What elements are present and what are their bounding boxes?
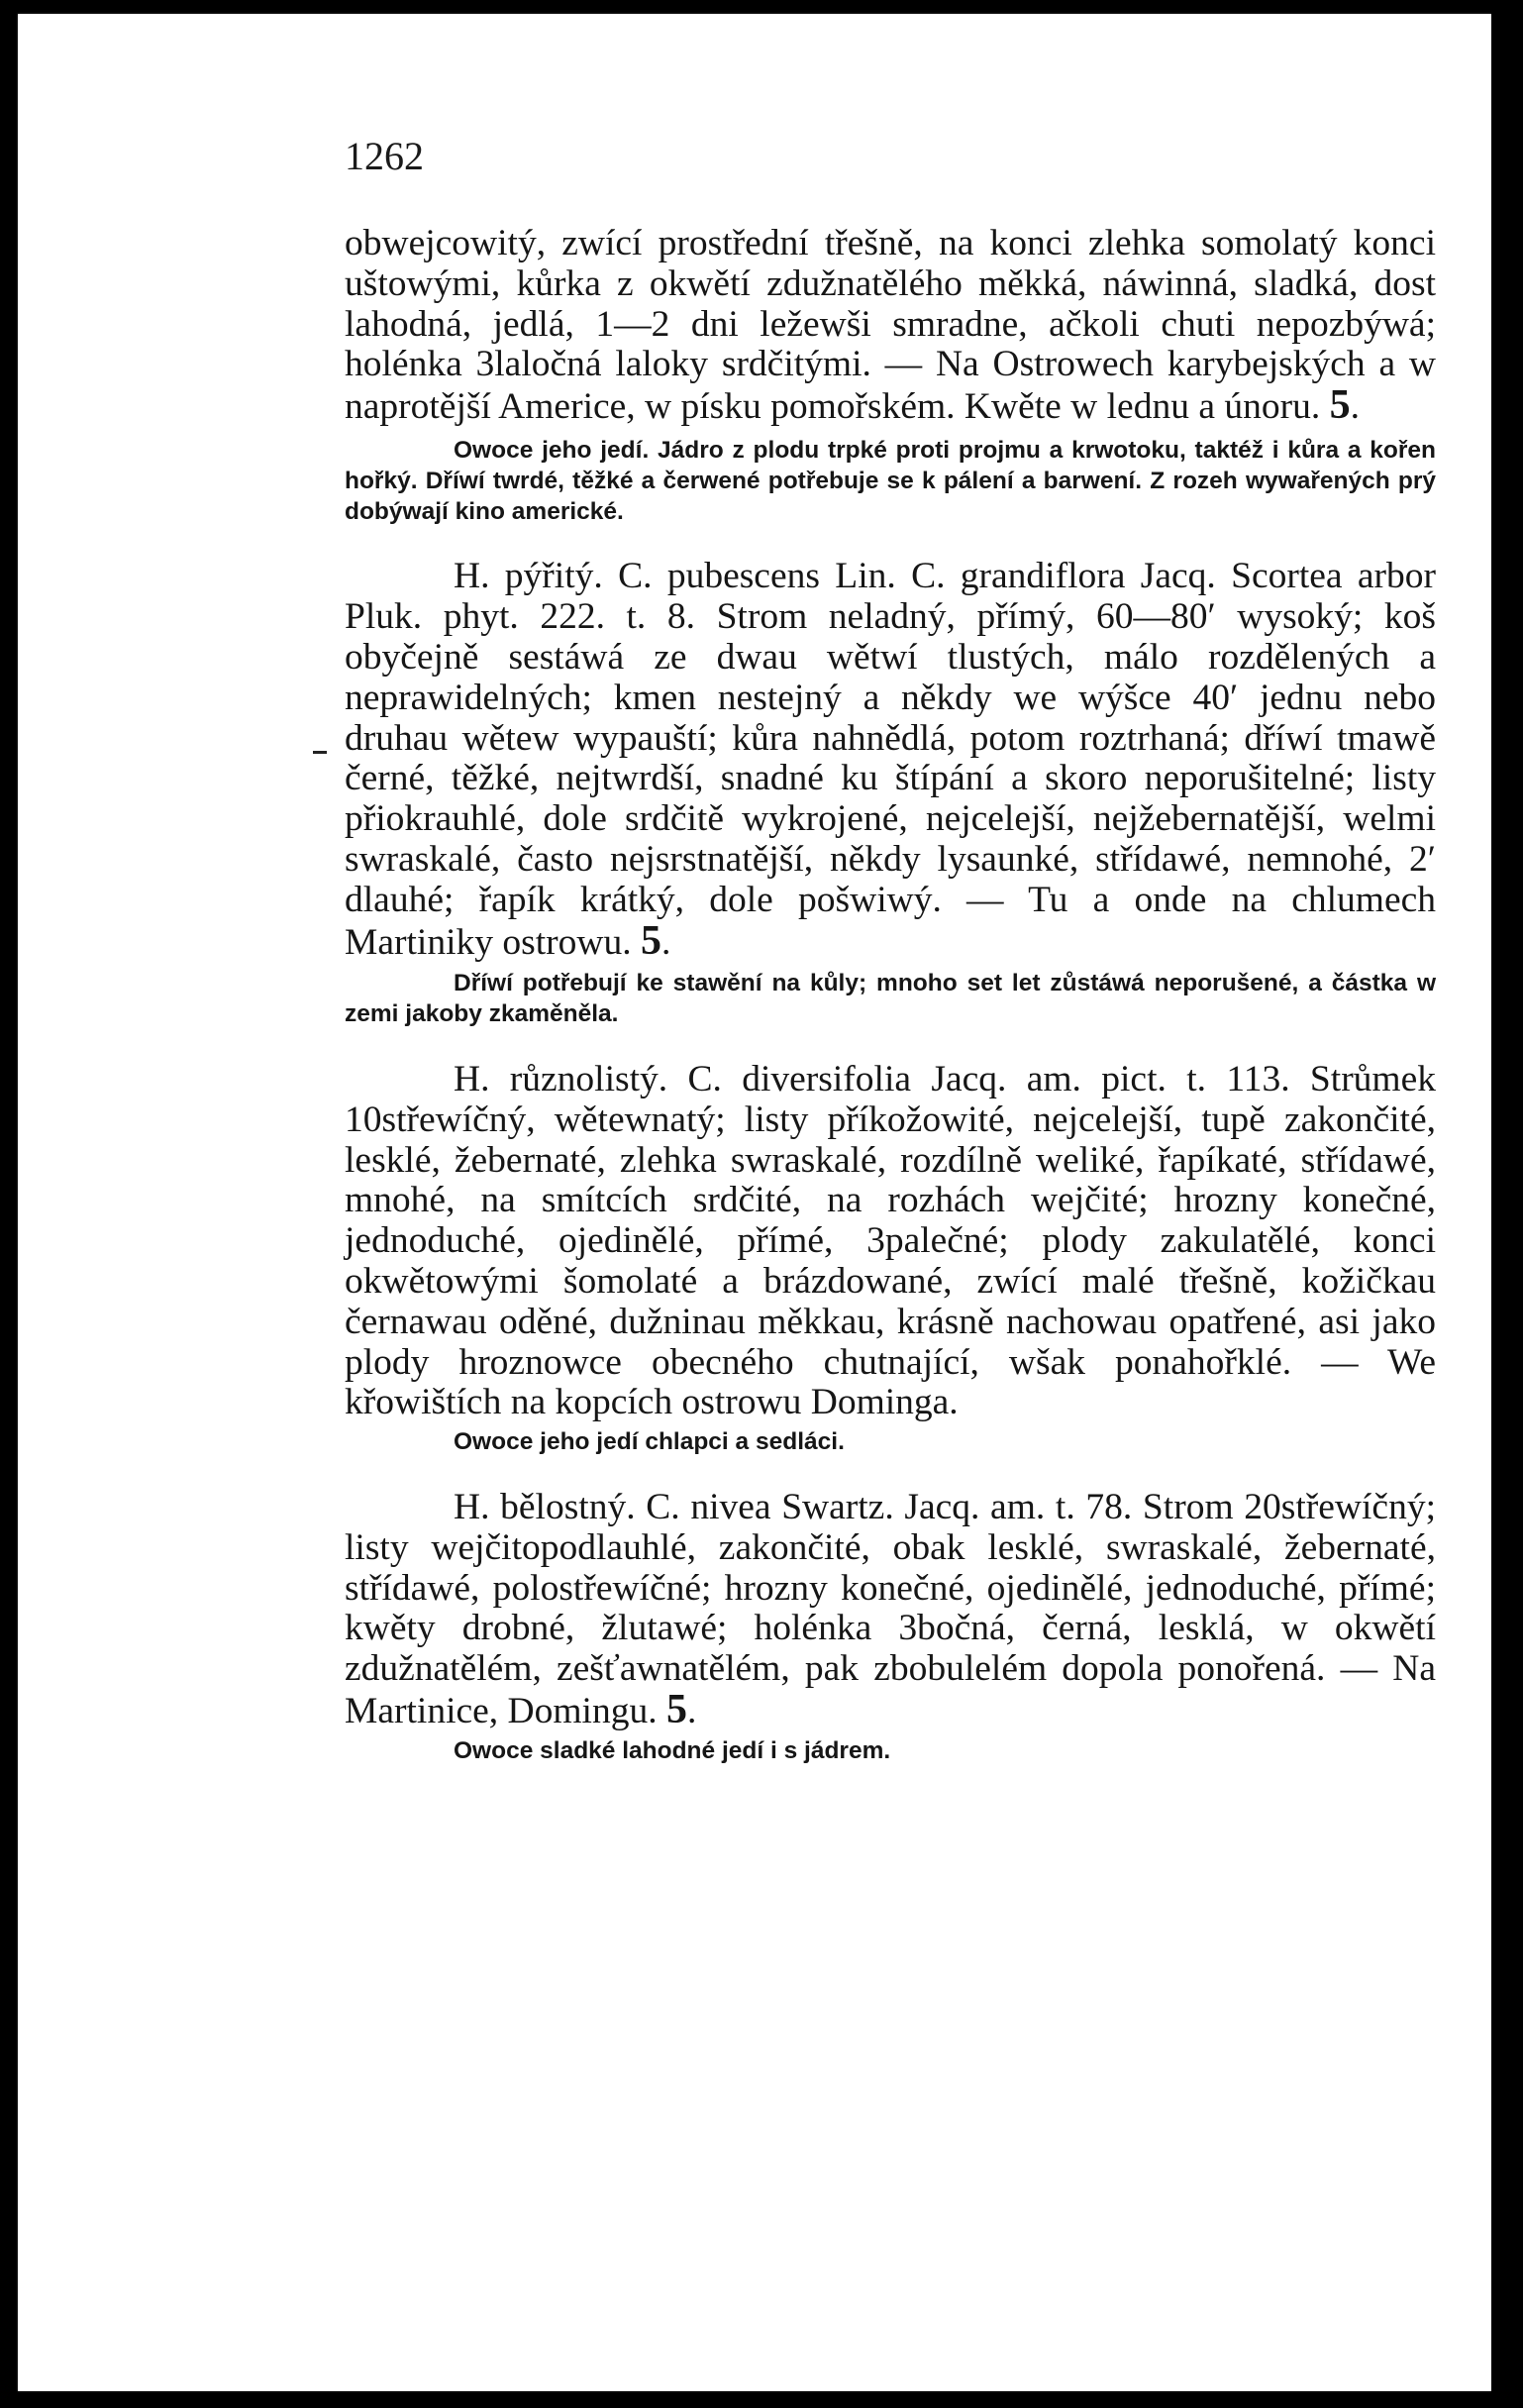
page-number: 1262	[345, 134, 424, 178]
scanner-edge	[1491, 0, 1523, 2408]
paragraph-h-belostny: H. bělostný. C. nivea Swartz. Jacq. am. t. 78. Strom 20střewíčný; listy wejčitopodlauhlé, zakončité, obak lesklé, swraskalé, žebernaté, střídawé, polostřewíčné; hrozny konečné, ojedinělé, jednoduché, přímé; kwěty drobné, žlutawé; holénka 3bočná, černá, lesklá, w okwětí zdužnatělém, zešťawnatělém, pak zbobulelém dopola ponořená. — Na Martinice, Domingu. 5.	[345, 1486, 1436, 1732]
margin-mark	[313, 751, 327, 754]
book-page	[18, 14, 1491, 2391]
note-chlapci: Owoce jeho jedí chlapci a sedláci.	[454, 1428, 845, 1456]
text-block	[345, 224, 1436, 1766]
paragraph-intro: obwejcowitý, zwící prostřední třešně, na konci zlehka somolatý konci uštowými, kůrka z okwětí zdužnatělého měkká, náwinná, sladká, dost lahodná, jedlá, 1—2 dni ležewši smradne, ačkoli chuti nepozbýwá; holénka 3laločná laloky srdčitými. — Na Ostrowech karybejských a w naprotější Americe, w písku pomořském. Kwěte w lednu a únoru. 5.	[345, 223, 1436, 429]
paragraph-h-ruznolisty	[345, 1060, 1436, 1423]
perennial-mark: 5	[640, 917, 661, 964]
paragraph-h-pyrity: H. pýřitý. C. pubescens Lin. C. grandiflora Jacq. Scortea arbor Pluk. phyt. 222. t. 8. Strom neladný, přímý, 60—80′ wysoký; koš obyčejně sestáwá ze dwau wětwí tlustých, málo rozdělených a neprawidelných; kmen nestejný a někdy we wýšce 40′ jednu nebo druhau wětew wypauští; kůra nahnědlá, potom roztrhaná; dříwí tmawě černé, těžké, nejtwrdší, snadné ku štípání a skoro neporušitelné; listy přiokrauhlé, dole srdčitě wykrojené, nejcelejší, nejžebernatější, welmi swraskalé, často nejsrstnatější, někdy lysaunké, střídawé, nemnohé, 2′ dlauhé; řapík krátký, dole pošwiwý. — Tu a onde na chlumech Martiniky ostrowu. 5.	[345, 556, 1436, 964]
paragraph-text: H. pýřitý. C. pubescens Lin. C. grandiflora Jacq. Scortea arbor Pluk. phyt. 222. t. 8. Strom neladný, přímý, 60—80′ wysoký; koš obyčejně sestáwá ze dwau wětwí tlustých, málo rozdělených a neprawidelných; kmen nestejný a někdy we wýšce 40′ jednu nebo druhau wětew wypauští; kůra nahnědlá, potom roztrhaná; dříwí tmawě černé, těžké, nejtwrdší, snadné ku štípání a skoro neporušitelné; listy přiokrauhlé, dole srdčitě wykrojené, nejcelejší, nejžebernatější, welmi swraskalé, často nejsrstnatější, někdy lysaunké, střídawé, nemnohé, 2′ dlauhé; řapík krátký, dole pošwiwý. — Tu a onde na chlumech Martiniky ostrowu.	[345, 556, 1436, 963]
note-sladke: Owoce sladké lahodné jedí i s jádrem.	[454, 1736, 891, 1764]
note-driwi: Dříwí potřebují ke stawění na kůly; mnoho set let zůstáwá neporušené, a částka w zemi jakoby zkaměněla.	[345, 970, 1436, 1028]
perennial-mark: 5	[665, 1686, 687, 1732]
paragraph-text: obwejcowitý, zwící prostřední třešně, na konci zlehka somolatý konci uštowými, kůrka z okwětí zdužnatělého měkká, náwinná, sladká, dost lahodná, jedlá, 1—2 dni ležewši smradne, ačkoli chuti nepozbýwá; holénka 3laločná laloky srdčitými. — Na Ostrowech karybejských a w naprotější Americe, w písku pomořském. Kwěte w lednu a únoru.	[345, 223, 1436, 428]
paragraph-text: H. bělostný. C. nivea Swartz. Jacq. am. t. 78. Strom 20střewíčný; listy wejčitopodlauhlé, zakončité, obak lesklé, swraskalé, žebernaté, střídawé, polostřewíčné; hrozny konečné, ojedinělé, jednoduché, přímé; kwěty drobné, žlutawé; holénka 3bočná, černá, lesklá, w okwětí zdužnatělém, zešťawnatělém, pak zbobulelém dopola ponořená. — Na Martinice, Domingu.	[345, 1486, 1436, 1731]
perennial-mark: 5	[1329, 382, 1351, 429]
paragraph-text: H. různolistý. C. diversifolia Jacq. am. pict. t. 113. Strůmek 10střewíčný, wětewnatý; listy příkožowité, nejcelejší, tupě zakončité, lesklé, žebernaté, zlehka swraskalé, rozdílně weliké, řapíkaté, střídawé, mnohé, na smítcích srdčité, na rozhách wejčité; hrozny konečné, jednoduché, ojedinělé, přímé, 3palečné; plody zakulatělé, konci okwětowými šomolaté a brázdowané, zwící malé třešně, kožičkau černawau oděné, dužninau měkkau, krásně nachowau opatřené, asi jako plody hroznowce obecného chutnající, wšak ponahořklé. — We křowištích na kopcích ostrowu Dominga.	[345, 1058, 1436, 1423]
note-owoce-jedi: Owoce jeho jedí. Jádro z plodu trpké proti projmu a krwotoku, taktéž i kůra a kořen hořký. Dříwí twrdé, těžké a čerwené potřebuje se k pálení a barwení. Z rozeh wywařených prý dobýwají kino americké.	[345, 436, 1436, 525]
